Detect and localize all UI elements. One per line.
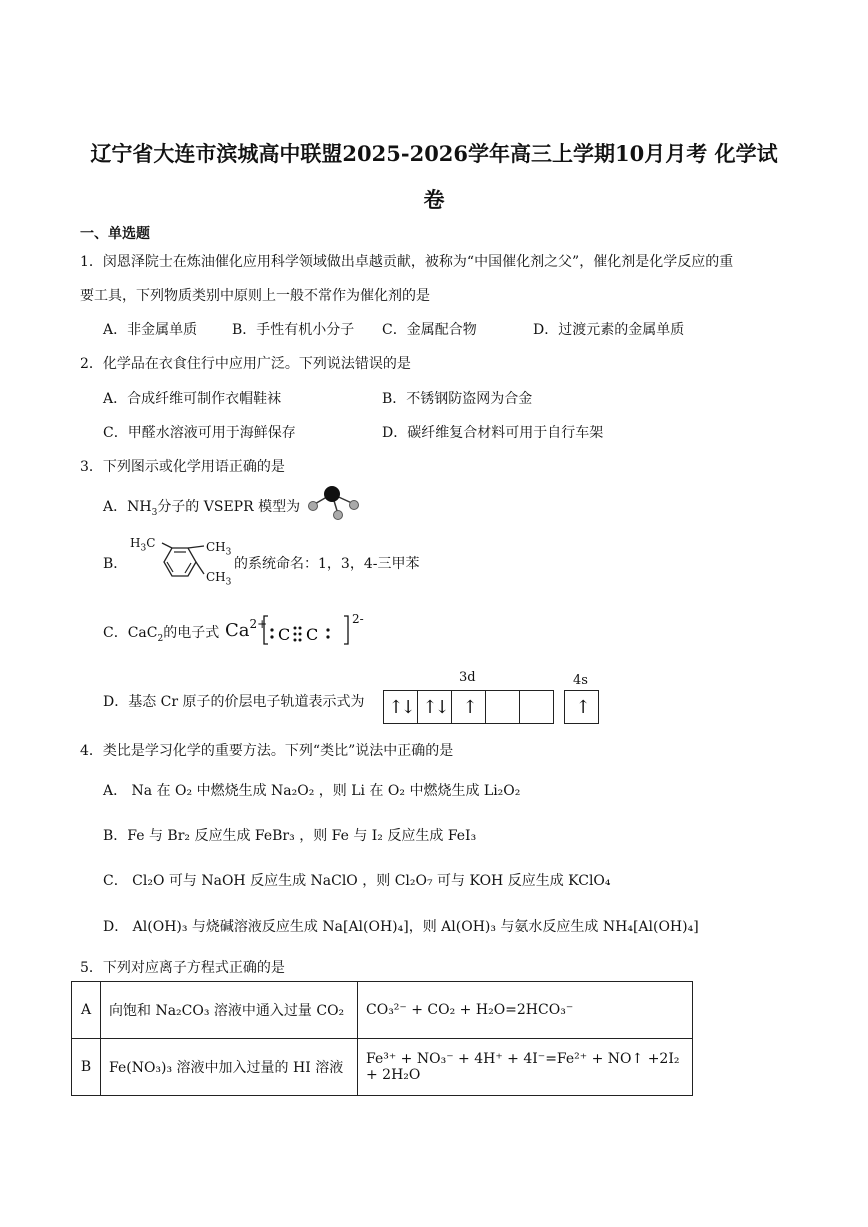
orbital-4s-1: ↑ [575,696,588,718]
trimethylbenzene-structure-icon [150,540,210,590]
q2-stem: 2．化学品在衣食住行中应用广泛。下列说法错误的是 [80,356,411,372]
orbital-3d-3: ↑ [452,691,486,723]
orbital-3d-4 [486,691,520,723]
row-description: Fe(NO₃)₃ 溶液中加入过量的 HI 溶液 [101,1039,358,1096]
q3-a-sub: 3 [151,507,158,518]
q3-c-sub: 2 [157,633,164,644]
q1-option-c: C．金属配合物 [382,322,477,338]
anion-charge: 2- [352,612,364,626]
q4-stem: 4．类比是学习化学的重要方法。下列“类比”说法中正确的是 [80,743,454,759]
page-title-cont: 卷 [423,187,445,212]
vsepr-model-icon [302,484,362,522]
orbital-label-3d: 3d [459,670,476,685]
section-heading: 一、单选题 [80,226,150,242]
q1-stem-line1: 1．闵恩泽院士在炼油催化应用科学领域做出卓越贡献，被称为“中国催化剂之父”，催化剂是化学反应的重 [80,254,734,270]
ca-charge: 2+ [249,617,268,631]
q3-option-b-text: 的系统命名：1，3，4-三甲苯 [234,556,420,572]
q3-a-pre: A．NH [103,499,152,515]
q1-option-d: D．过渡元素的金属单质 [533,322,685,338]
row-label: B [72,1039,101,1096]
q1-stem-line2: 要工具，下列物质类别中原则上一般不常作为催化剂的是 [80,288,430,304]
svg-text:C: C [278,625,291,644]
q2-option-a: A．合成纤维可制作衣帽鞋袜 [103,391,282,407]
q4-option-a: A． Na 在 O₂ 中燃烧生成 Na₂O₂ ，则 Li 在 O₂ 中燃烧生成 Li₂O₂ [103,783,521,799]
q5-table [71,981,693,1096]
q1-option-b: B．手性有机小分子 [232,322,355,338]
row-description: 向饱和 Na₂CO₃ 溶液中通入过量 CO₂ [101,982,358,1039]
q3-option-a [103,496,300,518]
table-row [72,1039,693,1096]
orbital-3d-2: ↑↓ [418,691,452,723]
q3-stem: 3．下列图示或化学用语正确的是 [80,459,285,475]
svg-text:C: C [306,625,319,644]
page-title: 辽宁省大连市滨城高中联盟2025-2026学年高三上学期10月月考 化学试 [90,141,778,166]
row-equation: CO₃²⁻ + CO₂ + H₂O=2HCO₃⁻ [358,982,693,1039]
q1-option-a: A．非金属单质 [103,322,198,338]
orbital-box-4s [564,690,599,724]
q3-c-pre: C．CaC [103,625,158,641]
orbital-3d-5 [520,691,553,723]
orbital-label-4s: 4s [573,673,588,688]
orbital-box-3d [383,690,554,724]
ch3-2-sub: 3 [225,547,232,558]
ch3-1-h: H [130,536,141,550]
ch3-1-sub: 3 [140,543,147,554]
q2-option-d: D．碳纤维复合材料可用于自行车架 [382,425,604,441]
q5-stem: 5．下列对应离子方程式正确的是 [80,960,285,976]
q3-c-post: 的电子式 [163,625,220,641]
row-equation: Fe³⁺ + NO₃⁻ + 4H⁺ + 4I⁻=Fe²⁺ + NO↑ +2I₂ + 2H₂O [358,1039,693,1096]
q3-option-b-label: B． [103,556,128,572]
q2-option-c: C．甲醛水溶液可用于海鲜保存 [103,425,296,441]
q3-option-d: D．基态 Cr 原子的价层电子轨道表示式为 [103,694,365,710]
row-label: A [72,982,101,1039]
ch3-3-text: CH [206,570,226,584]
ca-ion: Ca [225,620,250,641]
ch3-1-c: C [146,536,156,550]
cac2-electron-formula [225,617,267,641]
q2-option-b: B．不锈钢防盗网为合金 [382,391,533,407]
ch3-3-sub: 3 [225,577,232,588]
q4-option-d: D． Al(OH)₃ 与烧碱溶液反应生成 Na[Al(OH)₄]，则 Al(OH)₃ 与氨水反应生成 NH₄[Al(OH)₄] [103,919,699,935]
q3-option-c [103,622,219,644]
q3-a-post: 分子的 VSEPR 模型为 [157,499,301,515]
q4-option-c: C． Cl₂O 可与 NaOH 反应生成 NaClO ，则 Cl₂O₇ 可与 KOH 反应生成 KClO₄ [103,873,611,889]
table-row [72,982,693,1039]
ch3-2-text: CH [206,540,226,554]
q4-option-b: B．Fe 与 Br₂ 反应生成 FeBr₃ ，则 Fe 与 I₂ 反应生成 FeI₃ [103,828,477,844]
orbital-3d-1: ↑↓ [384,691,418,723]
